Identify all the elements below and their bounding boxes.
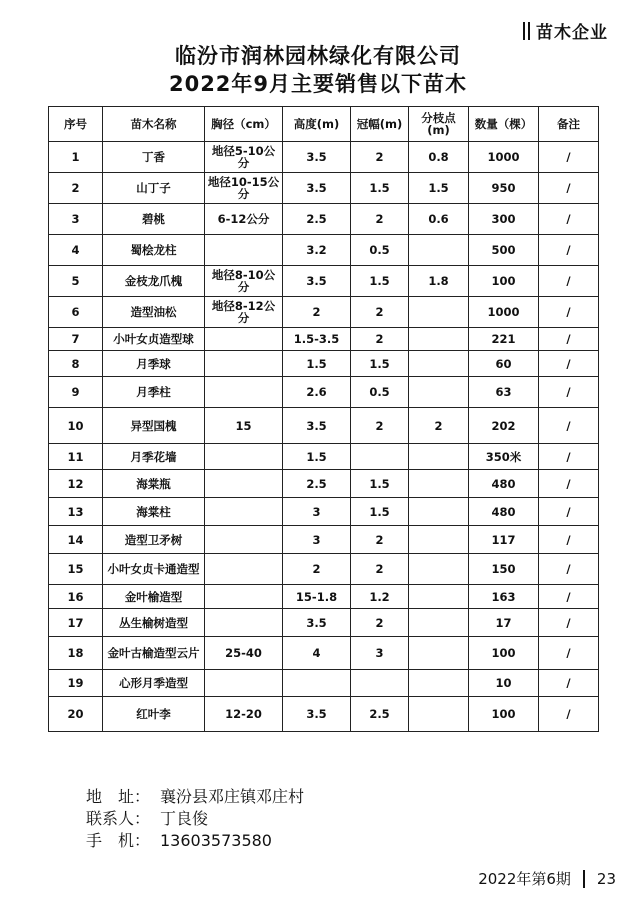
table-cell (205, 554, 283, 585)
table-cell: 1.5 (283, 351, 351, 377)
table-cell: 山丁子 (103, 173, 205, 204)
table-cell: 17 (469, 609, 539, 637)
table-cell: 350米 (469, 444, 539, 470)
table-cell: 3.5 (283, 266, 351, 297)
table-cell: 221 (469, 328, 539, 351)
person-label: 联系人： (86, 809, 151, 828)
table-cell: / (539, 173, 599, 204)
footer-divider (583, 870, 585, 888)
table-cell: 300 (469, 204, 539, 235)
table-cell: / (539, 697, 599, 732)
person-row (86, 808, 304, 830)
table-cell (409, 554, 469, 585)
table-cell: 小叶女贞卡通造型 (103, 554, 205, 585)
table-cell (205, 609, 283, 637)
table-row (49, 204, 599, 235)
table-cell: / (539, 204, 599, 235)
table-cell: 3 (351, 637, 409, 670)
double-bar-icon (523, 22, 530, 40)
seedling-table (48, 106, 599, 732)
table-cell: 2 (351, 297, 409, 328)
table-cell: 2.5 (351, 697, 409, 732)
table-cell: 地径8-12公分 (205, 297, 283, 328)
col-header: 分枝点(m) (409, 107, 469, 142)
col-header: 苗木名称 (103, 107, 205, 142)
table-cell: 月季花墙 (103, 444, 205, 470)
table-cell: 5 (49, 266, 103, 297)
table-row (49, 328, 599, 351)
table-cell: 1.5 (351, 173, 409, 204)
table-cell: 2 (351, 204, 409, 235)
table-cell: / (539, 377, 599, 408)
table-cell: 500 (469, 235, 539, 266)
table-cell: 2.5 (283, 470, 351, 498)
table-cell: 3.5 (283, 609, 351, 637)
table-cell: 1.5 (351, 470, 409, 498)
table-row (49, 142, 599, 173)
table-cell: 3.5 (283, 173, 351, 204)
table-cell: 9 (49, 377, 103, 408)
table-cell: / (539, 408, 599, 444)
table-cell: / (539, 554, 599, 585)
table-cell: 2 (351, 328, 409, 351)
table-row (49, 697, 599, 732)
table-cell: 3.5 (283, 408, 351, 444)
company-title: 临汾市润林园林绿化有限公司 (175, 44, 461, 68)
table-cell: 60 (469, 351, 539, 377)
table-cell: 心形月季造型 (103, 670, 205, 697)
table-cell: / (539, 470, 599, 498)
table-cell (409, 526, 469, 554)
table-cell: 1.5 (351, 351, 409, 377)
table-row (49, 408, 599, 444)
col-header: 序号 (49, 107, 103, 142)
table-cell: 18 (49, 637, 103, 670)
table-cell (409, 351, 469, 377)
table-cell: 3.5 (283, 142, 351, 173)
table-cell: 造型卫矛树 (103, 526, 205, 554)
sales-title: 2022年9月主要销售以下苗木 (168, 72, 468, 96)
table-cell (205, 235, 283, 266)
col-header: 备注 (539, 107, 599, 142)
table-cell: 1000 (469, 297, 539, 328)
table-cell (205, 328, 283, 351)
table-cell: 3 (283, 498, 351, 526)
table-cell: 金叶榆造型 (103, 585, 205, 609)
table-cell: 10 (49, 408, 103, 444)
col-header: 胸径（cm） (205, 107, 283, 142)
table-cell: 红叶李 (103, 697, 205, 732)
table-cell: 480 (469, 470, 539, 498)
table-cell: 100 (469, 637, 539, 670)
table-cell (205, 526, 283, 554)
table-cell: 丛生榆树造型 (103, 609, 205, 637)
page-footer (478, 868, 616, 889)
table-cell: 2.6 (283, 377, 351, 408)
table-cell: / (539, 142, 599, 173)
table-row (49, 526, 599, 554)
table-cell: / (539, 351, 599, 377)
table-cell: 2 (351, 142, 409, 173)
table-cell: 16 (49, 585, 103, 609)
table-cell: 7 (49, 328, 103, 351)
table-cell: 12 (49, 470, 103, 498)
table-cell: 12-20 (205, 697, 283, 732)
table-cell: 3.5 (283, 697, 351, 732)
table-row (49, 266, 599, 297)
col-header: 高度(m) (283, 107, 351, 142)
table-cell: 3.2 (283, 235, 351, 266)
table-row (49, 609, 599, 637)
table-cell: 2.5 (283, 204, 351, 235)
table-cell: 1.5 (409, 173, 469, 204)
table-cell: 2 (283, 554, 351, 585)
table-cell: 8 (49, 351, 103, 377)
table-cell: 1.8 (409, 266, 469, 297)
page-number: 23 (596, 869, 616, 888)
table-row (49, 554, 599, 585)
table-cell: 1000 (469, 142, 539, 173)
table-cell (409, 609, 469, 637)
person-value: 丁良俊 (160, 809, 209, 828)
table-cell: 海棠瓶 (103, 470, 205, 498)
table-cell (351, 670, 409, 697)
table-row (49, 377, 599, 408)
address-row (86, 786, 304, 808)
table-cell: 地径5-10公分 (205, 142, 283, 173)
phone-row (86, 830, 304, 852)
table-cell (205, 670, 283, 697)
table-cell: / (539, 297, 599, 328)
col-header: 数量（棵） (469, 107, 539, 142)
table-cell: 20 (49, 697, 103, 732)
table-cell: 6-12公分 (205, 204, 283, 235)
table-cell: 14 (49, 526, 103, 554)
table-cell (409, 328, 469, 351)
table-cell: 950 (469, 173, 539, 204)
table-cell (409, 377, 469, 408)
table-cell: 117 (469, 526, 539, 554)
table-row (49, 670, 599, 697)
table-cell (351, 444, 409, 470)
table-cell: 海棠柱 (103, 498, 205, 526)
table-cell: / (539, 498, 599, 526)
table-cell: 3 (49, 204, 103, 235)
table-cell: 2 (351, 408, 409, 444)
table-cell: 10 (469, 670, 539, 697)
table-row (49, 173, 599, 204)
table-cell (205, 498, 283, 526)
table-cell: 25-40 (205, 637, 283, 670)
table-cell (205, 351, 283, 377)
table-cell (409, 585, 469, 609)
address-value: 襄汾县邓庄镇邓庄村 (160, 787, 305, 806)
table-cell (205, 470, 283, 498)
table-row (49, 470, 599, 498)
table-cell: 480 (469, 498, 539, 526)
table-cell (409, 670, 469, 697)
table-cell (205, 377, 283, 408)
table-cell (409, 297, 469, 328)
table-cell: 碧桃 (103, 204, 205, 235)
table-row (49, 498, 599, 526)
table-cell: / (539, 526, 599, 554)
table-row (49, 351, 599, 377)
phone-value: 13603573580 (160, 831, 272, 850)
table-row (49, 585, 599, 609)
table-cell: / (539, 609, 599, 637)
table-cell: 2 (351, 526, 409, 554)
table-cell: / (539, 266, 599, 297)
table-cell: 2 (409, 408, 469, 444)
table-cell: 小叶女贞造型球 (103, 328, 205, 351)
col-header: 冠幅(m) (351, 107, 409, 142)
phone-label: 手 机： (86, 831, 151, 850)
table-cell: 4 (49, 235, 103, 266)
issue-label: 2022年第6期 (478, 870, 571, 888)
table-cell: 100 (469, 697, 539, 732)
table-cell (205, 585, 283, 609)
table-cell: 3 (283, 526, 351, 554)
table-cell: / (539, 328, 599, 351)
table-cell: 63 (469, 377, 539, 408)
table-cell: 2 (351, 609, 409, 637)
table-cell: 异型国槐 (103, 408, 205, 444)
table-row (49, 444, 599, 470)
table-cell: 0.8 (409, 142, 469, 173)
table-cell: 1.5 (351, 266, 409, 297)
table-cell: 1.5-3.5 (283, 328, 351, 351)
address-label: 地 址： (86, 787, 151, 806)
table-cell: 202 (469, 408, 539, 444)
table-cell (409, 470, 469, 498)
table-cell: 1.5 (351, 498, 409, 526)
table-cell (409, 444, 469, 470)
table-cell: 0.6 (409, 204, 469, 235)
table-cell: 月季柱 (103, 377, 205, 408)
table-cell (409, 235, 469, 266)
table-header-row (49, 107, 599, 142)
table-cell: 17 (49, 609, 103, 637)
table-cell: 地径10-15公分 (205, 173, 283, 204)
table-cell: 100 (469, 266, 539, 297)
table-cell: 1.5 (283, 444, 351, 470)
table-cell: 13 (49, 498, 103, 526)
table-cell (409, 498, 469, 526)
table-cell: / (539, 637, 599, 670)
table-cell: 造型油松 (103, 297, 205, 328)
table-cell: 19 (49, 670, 103, 697)
table-row (49, 637, 599, 670)
category-tag-label: 苗木企业 (536, 23, 608, 43)
table-cell: 150 (469, 554, 539, 585)
table-cell: 11 (49, 444, 103, 470)
table-cell: 2 (351, 554, 409, 585)
table-cell: 0.5 (351, 377, 409, 408)
table-cell: 1 (49, 142, 103, 173)
table-cell (409, 637, 469, 670)
table-cell: / (539, 235, 599, 266)
table-cell: 0.5 (351, 235, 409, 266)
table-cell: 163 (469, 585, 539, 609)
table-cell: 地径8-10公分 (205, 266, 283, 297)
table-cell: 15-1.8 (283, 585, 351, 609)
table-cell: 蜀桧龙柱 (103, 235, 205, 266)
table-cell: 月季球 (103, 351, 205, 377)
table-cell: 6 (49, 297, 103, 328)
table-cell: 4 (283, 637, 351, 670)
table-cell: 15 (49, 554, 103, 585)
table-cell: 2 (283, 297, 351, 328)
contact-block (86, 786, 304, 852)
table-cell: 金叶古榆造型云片 (103, 637, 205, 670)
table-cell: / (539, 585, 599, 609)
table-cell: / (539, 444, 599, 470)
table-row (49, 297, 599, 328)
table-cell: 1.2 (351, 585, 409, 609)
table-cell (409, 697, 469, 732)
table-cell: 金枝龙爪槐 (103, 266, 205, 297)
table-cell: 15 (205, 408, 283, 444)
table-cell: 丁香 (103, 142, 205, 173)
table-cell: 2 (49, 173, 103, 204)
table-cell: / (539, 670, 599, 697)
table-cell (283, 670, 351, 697)
table-body (49, 142, 599, 732)
table-row (49, 235, 599, 266)
table-cell (205, 444, 283, 470)
